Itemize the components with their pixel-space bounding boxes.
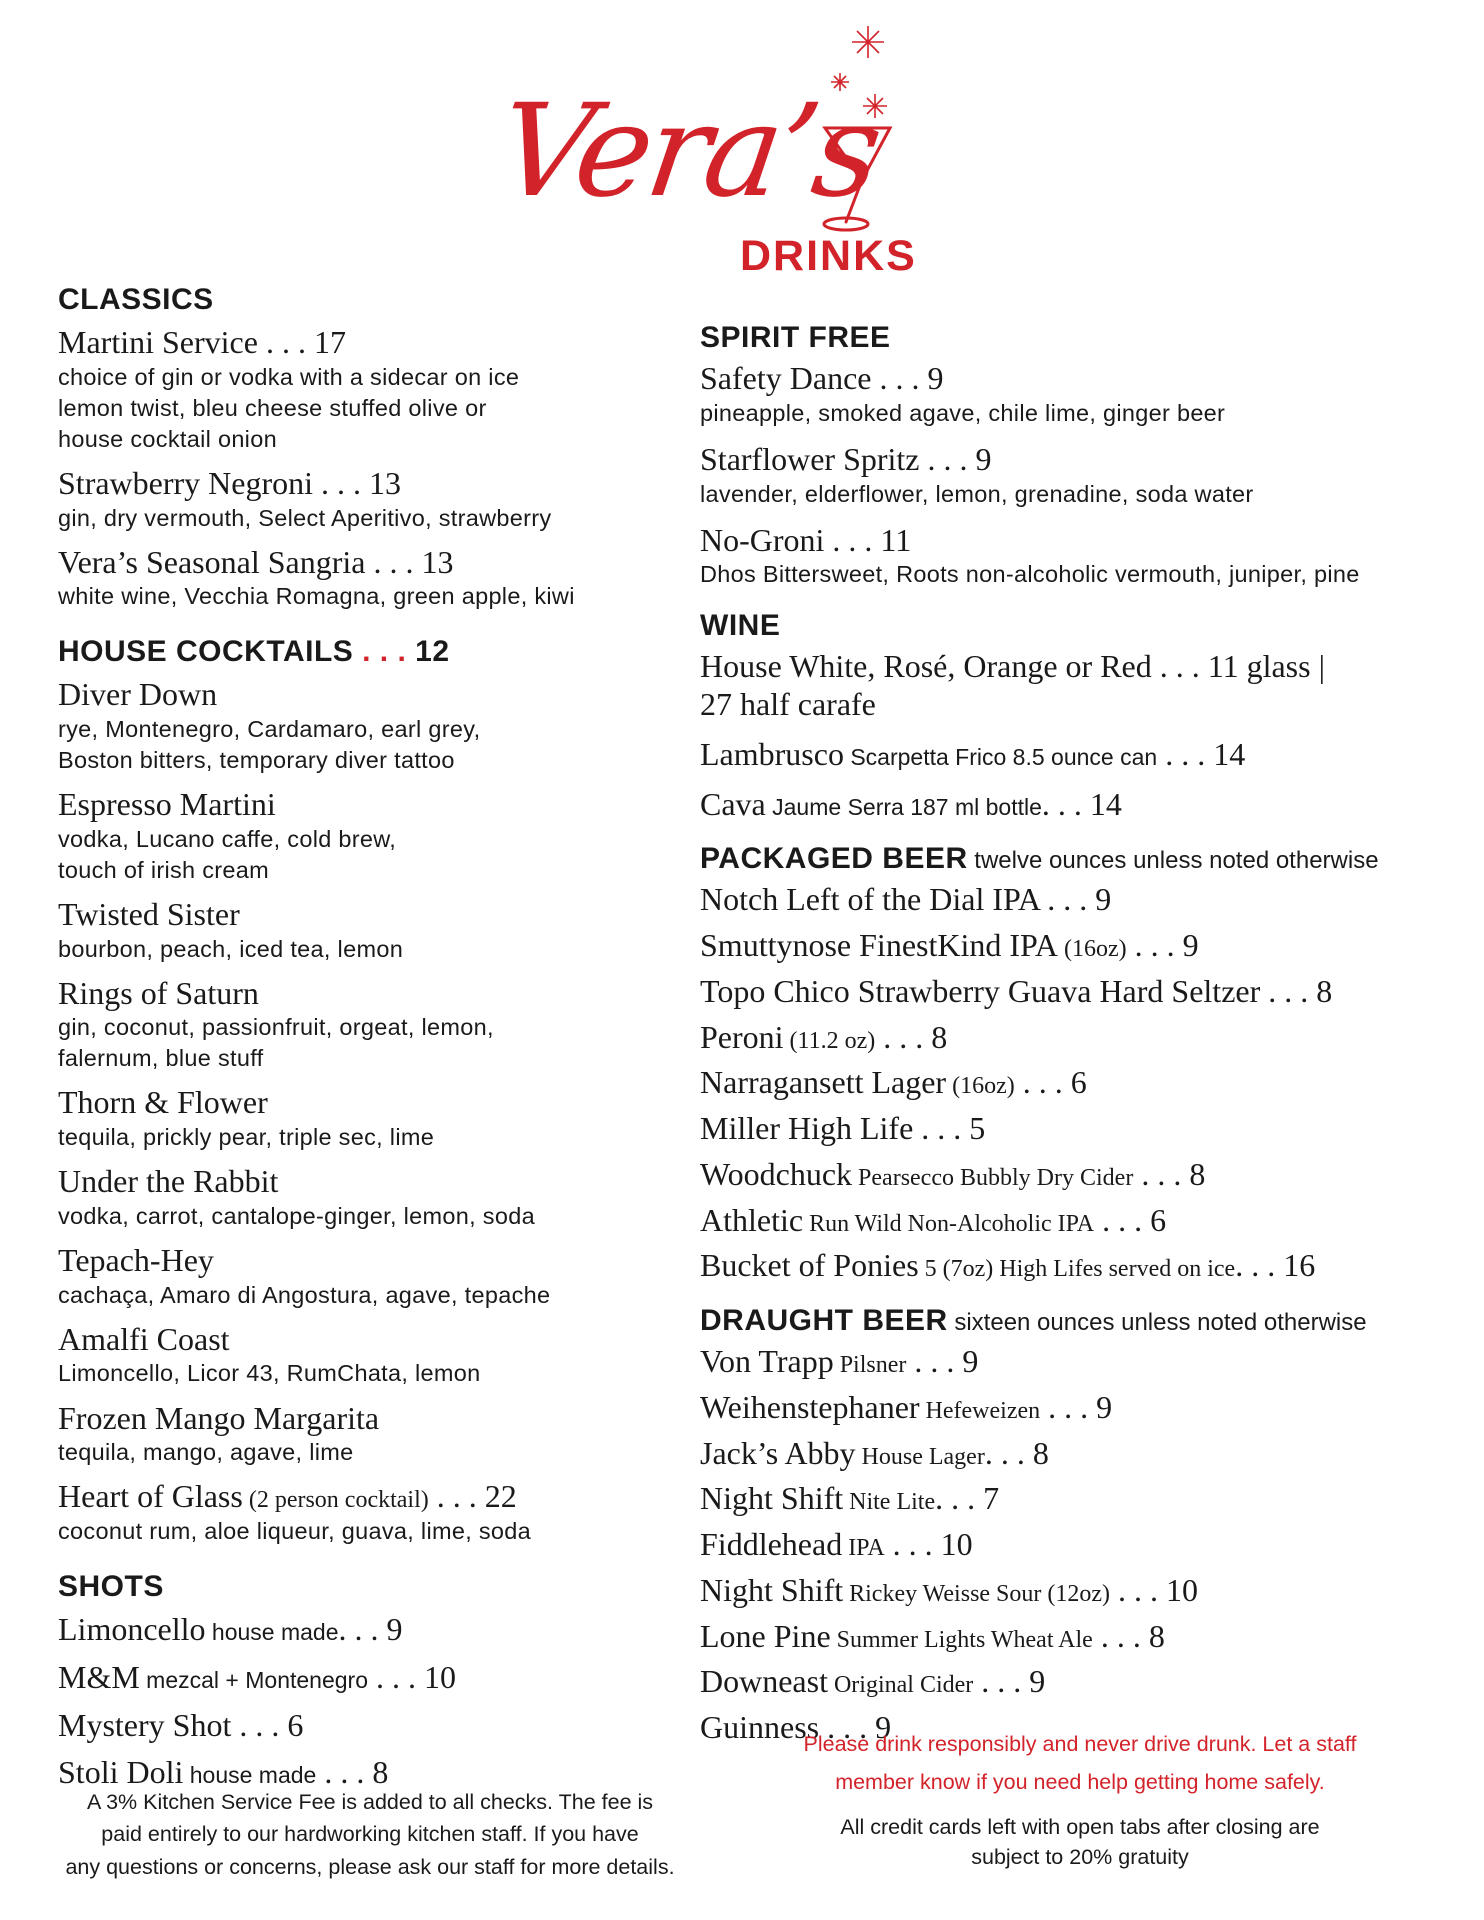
item-name-text: Bucket of Ponies — [700, 1247, 919, 1284]
item-price: . . . 14 — [1041, 785, 1122, 822]
section-spirit-free-title: SPIRIT FREE — [700, 321, 891, 354]
credit-card-gratuity-notice — [780, 1812, 1380, 1872]
menu-item — [58, 896, 698, 965]
item-description: vodka, carrot, cantalope-ginger, lemon, soda — [58, 1202, 535, 1229]
item-name — [58, 896, 698, 934]
item-name-detail: house made — [183, 1762, 317, 1789]
menu-item — [58, 1163, 698, 1232]
menu-item — [700, 1202, 1460, 1240]
item-price: . . . 10 — [884, 1526, 973, 1563]
item-description: vodka, Lucano caffe, cold brew, — [58, 825, 397, 852]
menu-item — [700, 522, 1460, 591]
item-name-text: Lone Pine — [700, 1617, 831, 1654]
item-name-detail: (11.2 oz) — [783, 1027, 876, 1054]
wine-house-line-1: House White, Rosé, Orange or Red . . . 11 glass | — [700, 648, 1325, 685]
item-name — [700, 1526, 1460, 1564]
item-name — [700, 1110, 1460, 1148]
menu-item — [58, 1400, 698, 1469]
kitchen-fee-notice — [20, 1786, 720, 1883]
item-name — [700, 1064, 1460, 1102]
item-price: . . . 8 — [316, 1754, 389, 1791]
item-description: bourbon, peach, iced tea, lemon — [58, 935, 404, 962]
house-cocktails-list — [58, 676, 698, 1547]
menu-item — [700, 1618, 1460, 1656]
classics-list — [58, 324, 698, 612]
item-name-detail: Rickey Weisse Sour (12oz) — [843, 1580, 1111, 1607]
item-name-text: Downeast — [700, 1663, 828, 1700]
item-description: pineapple, smoked agave, chile lime, ginger beer — [700, 399, 1226, 426]
item-name-text: Topo Chico Strawberry Guava Hard Seltzer . . . 8 — [700, 972, 1333, 1009]
drink-responsibly-notice — [760, 1726, 1400, 1801]
menu-item — [700, 973, 1460, 1011]
item-name-detail: Nite Lite — [843, 1489, 936, 1516]
item-name-text: Strawberry Negroni . . . 13 — [58, 464, 402, 501]
item-price: . . . 7 — [935, 1480, 1000, 1517]
item-name — [58, 1084, 698, 1122]
item-name — [58, 1242, 698, 1280]
item-name-text: Narragansett Lager — [700, 1064, 947, 1101]
menu-item — [700, 1019, 1460, 1057]
item-name-detail: mezcal + Montenegro — [139, 1666, 368, 1693]
item-name-detail: IPA — [842, 1535, 885, 1562]
right-column — [700, 320, 1460, 1755]
menu-item — [700, 1156, 1460, 1194]
item-price: . . . 6 — [1014, 1064, 1087, 1101]
item-name-text: Heart of Glass — [58, 1478, 243, 1515]
menu-item — [700, 1247, 1460, 1285]
credit-line: All credit cards left with open tabs after closing are — [840, 1815, 1320, 1839]
section-wine-title: WINE — [700, 609, 781, 643]
packaged-beer-label: PACKAGED BEER — [700, 842, 968, 876]
item-name-text: Tepach-Hey — [58, 1241, 214, 1278]
item-name-text: Stoli Doli — [58, 1754, 184, 1791]
item-price: . . . 9 — [973, 1663, 1046, 1700]
item-description: cachaça, Amaro di Angostura, agave, tepache — [58, 1281, 551, 1308]
item-name-text: Limoncello — [58, 1611, 206, 1648]
menu-item — [700, 1389, 1460, 1427]
item-name — [700, 522, 1460, 560]
house-cocktails-label: HOUSE COCKTAILS — [58, 635, 354, 669]
item-price: . . . 10 — [1110, 1571, 1199, 1608]
item-name-text: Smuttynose FinestKind IPA — [700, 927, 1058, 964]
item-description: house cocktail onion — [58, 425, 277, 452]
item-name-text: Weihenstephaner — [700, 1388, 920, 1425]
menu-item — [700, 1480, 1460, 1518]
item-name — [700, 441, 1460, 479]
menu-item — [700, 736, 1460, 774]
item-name — [58, 975, 698, 1013]
item-name — [58, 676, 698, 714]
item-name — [58, 465, 698, 503]
house-cocktails-dots: . . . — [353, 635, 407, 669]
item-name-text: Guinness . . . 9 — [700, 1709, 892, 1746]
menu-item — [58, 975, 698, 1075]
item-price: . . . 14 — [1157, 735, 1246, 772]
draught-beer-note: sixteen ounces unless noted otherwise — [947, 1309, 1367, 1337]
item-name-text: Twisted Sister — [58, 895, 240, 932]
item-name-text: Thorn & Flower — [58, 1084, 268, 1121]
menu-item — [58, 1707, 698, 1745]
item-name-detail: Summer Lights Wheat Ale — [830, 1626, 1093, 1653]
menu-item — [700, 1343, 1460, 1381]
drinks-wordmark: DRINKS — [740, 232, 917, 280]
item-name-text: Mystery Shot . . . 6 — [58, 1706, 304, 1743]
item-description: choice of gin or vodka with a sidecar on ice — [58, 363, 520, 390]
item-name — [700, 1618, 1460, 1656]
menu-item — [58, 676, 698, 776]
item-name-text: Jack’s Abby — [700, 1434, 856, 1471]
item-name — [58, 1321, 698, 1359]
item-description: tequila, mango, agave, lime — [58, 1439, 354, 1466]
item-name-detail: Original Cider — [827, 1672, 974, 1699]
menu-item — [700, 881, 1460, 919]
item-name-text: Von Trapp — [700, 1343, 834, 1380]
menu-item — [58, 1611, 698, 1649]
item-name — [58, 1611, 698, 1649]
packaged-beer-list — [700, 881, 1460, 1285]
section-draught-beer-title — [700, 1303, 1460, 1339]
item-name-text: Miller High Life . . . 5 — [700, 1110, 986, 1147]
menu-item — [700, 1526, 1460, 1564]
menu-item — [58, 1321, 698, 1390]
item-name-text: Fiddlehead — [700, 1526, 843, 1563]
item-name-detail: (16oz) — [1057, 936, 1127, 963]
item-name-text: Peroni — [700, 1018, 784, 1055]
item-name — [58, 1478, 698, 1516]
menu-item — [700, 1064, 1460, 1102]
item-name — [700, 736, 1460, 774]
item-price: . . . 9 — [1040, 1388, 1113, 1425]
item-price: . . . 6 — [1094, 1201, 1167, 1238]
item-name-text: Rings of Saturn — [58, 974, 259, 1011]
menu-item — [58, 1659, 698, 1697]
item-name — [700, 1202, 1460, 1240]
item-name — [700, 360, 1460, 398]
menu-item — [58, 544, 698, 613]
draught-beer-list — [700, 1343, 1460, 1747]
item-description: white wine, Vecchia Romagna, green apple, kiwi — [58, 583, 575, 610]
responsibly-line: Please drink responsibly and never drive drunk. Let a staff — [803, 1732, 1357, 1756]
wine-list — [700, 736, 1460, 824]
menu-item — [700, 1435, 1460, 1473]
vera-script-wordmark: Vera’s — [489, 77, 887, 226]
item-description: touch of irish cream — [58, 856, 270, 883]
menu-item — [58, 1478, 698, 1547]
menu-item — [58, 324, 698, 455]
item-description: lemon twist, bleu cheese stuffed olive or — [58, 394, 487, 421]
item-description: lavender, elderflower, lemon, grenadine, soda water — [700, 480, 1254, 507]
item-name-text: Athletic — [700, 1201, 804, 1238]
item-name-text: Cava — [700, 785, 766, 822]
item-price: . . . 9 — [906, 1343, 979, 1380]
item-price: . . . 8 — [875, 1018, 948, 1055]
item-name-detail: (2 person cocktail) — [242, 1487, 429, 1514]
item-name-text: Lambrusco — [700, 735, 844, 772]
item-name-detail: Scarpetta Frico 8.5 ounce can — [843, 743, 1158, 770]
menu-item — [58, 465, 698, 534]
item-description: Boston bitters, temporary diver tattoo — [58, 747, 455, 774]
item-price: . . . 22 — [428, 1478, 517, 1515]
item-description: coconut rum, aloe liqueur, guava, lime, soda — [58, 1518, 532, 1545]
item-name-text: Woodchuck — [700, 1155, 853, 1192]
item-price: . . . 10 — [368, 1658, 456, 1695]
kitchen-fee-line: paid entirely to our hardworking kitchen staff. If you have — [101, 1822, 639, 1847]
credit-line: subject to 20% gratuity — [971, 1845, 1189, 1870]
item-description: tequila, prickly pear, triple sec, lime — [58, 1124, 435, 1151]
item-name-detail: House Lager — [855, 1443, 985, 1470]
item-name-text: No-Groni . . . 11 — [700, 521, 912, 558]
item-name-text: Vera’s Seasonal Sangria . . . 13 — [58, 543, 454, 580]
item-price: . . . 8 — [1133, 1155, 1206, 1192]
item-name-text: Notch Left of the Dial IPA . . . 9 — [700, 881, 1112, 918]
menu-item — [700, 1572, 1460, 1610]
item-name-text: Under the Rabbit — [58, 1163, 279, 1200]
item-description: falernum, blue stuff — [58, 1045, 264, 1072]
item-name — [58, 1707, 698, 1745]
item-name-text: Safety Dance . . . 9 — [700, 360, 944, 396]
menu-item — [700, 1663, 1460, 1701]
responsibly-line: member know if you need help getting home safely. — [835, 1769, 1325, 1794]
menu-item — [58, 1242, 698, 1311]
item-name — [700, 1019, 1460, 1057]
item-name-text: Espresso Martini — [58, 786, 276, 823]
item-name-detail: 5 (7oz) High Lifes served on ice — [918, 1256, 1236, 1283]
spirit-free-list — [700, 360, 1460, 590]
item-name — [700, 1435, 1460, 1473]
item-name — [700, 1480, 1460, 1518]
item-name-text: M&M — [58, 1658, 140, 1695]
item-name — [58, 1659, 698, 1697]
section-shots-title: SHOTS — [58, 1570, 164, 1604]
item-name — [700, 1247, 1460, 1285]
item-price: . . . 8 — [984, 1434, 1049, 1471]
section-classics-title: CLASSICS — [58, 283, 214, 316]
item-description: gin, dry vermouth, Select Aperitivo, strawberry — [58, 504, 552, 531]
item-name-text: Night Shift — [700, 1571, 844, 1608]
item-name — [700, 1572, 1460, 1610]
item-name-text: Amalfi Coast — [58, 1320, 230, 1357]
item-price: . . . 16 — [1235, 1247, 1316, 1284]
kitchen-fee-line: any questions or concerns, please ask our staff for more details. — [65, 1854, 675, 1879]
wine-house-item — [700, 648, 1460, 724]
left-column — [58, 282, 698, 1802]
shots-list — [58, 1611, 698, 1792]
item-name — [700, 973, 1460, 1011]
item-name — [700, 1389, 1460, 1427]
item-name-text: Starflower Spritz . . . 9 — [700, 440, 992, 477]
item-name — [58, 544, 698, 582]
item-description: Limoncello, Licor 43, RumChata, lemon — [58, 1360, 481, 1387]
packaged-beer-note: twelve ounces unless noted otherwise — [967, 847, 1379, 875]
vera-logo — [490, 10, 930, 280]
item-name — [58, 1400, 698, 1438]
menu-item — [58, 1084, 698, 1153]
menu-item — [700, 927, 1460, 965]
item-price: . . . 9 — [338, 1611, 403, 1648]
menu-item — [700, 786, 1460, 824]
wine-house-line-2: 27 half carafe — [700, 686, 876, 723]
item-name-detail: Pilsner — [833, 1352, 907, 1379]
item-name-text: Martini Service . . . 17 — [58, 324, 346, 360]
house-cocktails-price: 12 — [406, 635, 450, 669]
item-name-detail: Hefeweizen — [919, 1397, 1041, 1424]
item-description: Dhos Bittersweet, Roots non-alcoholic vermouth, juniper, pine — [700, 561, 1360, 588]
item-name-detail: Jaume Serra 187 ml bottle — [765, 793, 1042, 820]
item-name — [700, 1156, 1460, 1194]
item-name — [58, 786, 698, 824]
item-description: gin, coconut, passionfruit, orgeat, lemon, — [58, 1014, 494, 1041]
item-name — [700, 927, 1460, 965]
section-packaged-beer-title — [700, 841, 1460, 877]
item-name — [700, 1343, 1460, 1381]
menu-item — [700, 441, 1460, 510]
item-price: . . . 8 — [1092, 1617, 1165, 1654]
kitchen-fee-line: A 3% Kitchen Service Fee is added to all checks. The fee is — [86, 1790, 654, 1814]
item-name-detail: Run Wild Non-Alcoholic IPA — [803, 1210, 1095, 1237]
item-name-text: Diver Down — [58, 676, 218, 713]
item-name-text: Night Shift — [700, 1480, 844, 1517]
item-name-detail: Pearsecco Bubbly Dry Cider — [852, 1164, 1134, 1191]
item-name — [700, 881, 1460, 919]
item-name-text: Frozen Mango Margarita — [58, 1399, 380, 1436]
item-name-detail: (16oz) — [946, 1073, 1015, 1100]
section-house-cocktails-title — [58, 634, 698, 670]
menu-item — [700, 1110, 1460, 1148]
draught-beer-label: DRAUGHT BEER — [700, 1304, 948, 1338]
item-price: . . . 9 — [1126, 927, 1199, 964]
item-name — [58, 1163, 698, 1201]
item-name — [700, 786, 1460, 824]
item-name-detail: house made — [205, 1619, 339, 1646]
item-name — [58, 324, 698, 362]
menu-item — [58, 786, 698, 886]
item-name — [700, 1663, 1460, 1701]
menu-item — [700, 360, 1460, 429]
item-description: rye, Montenegro, Cardamaro, earl grey, — [58, 716, 481, 743]
